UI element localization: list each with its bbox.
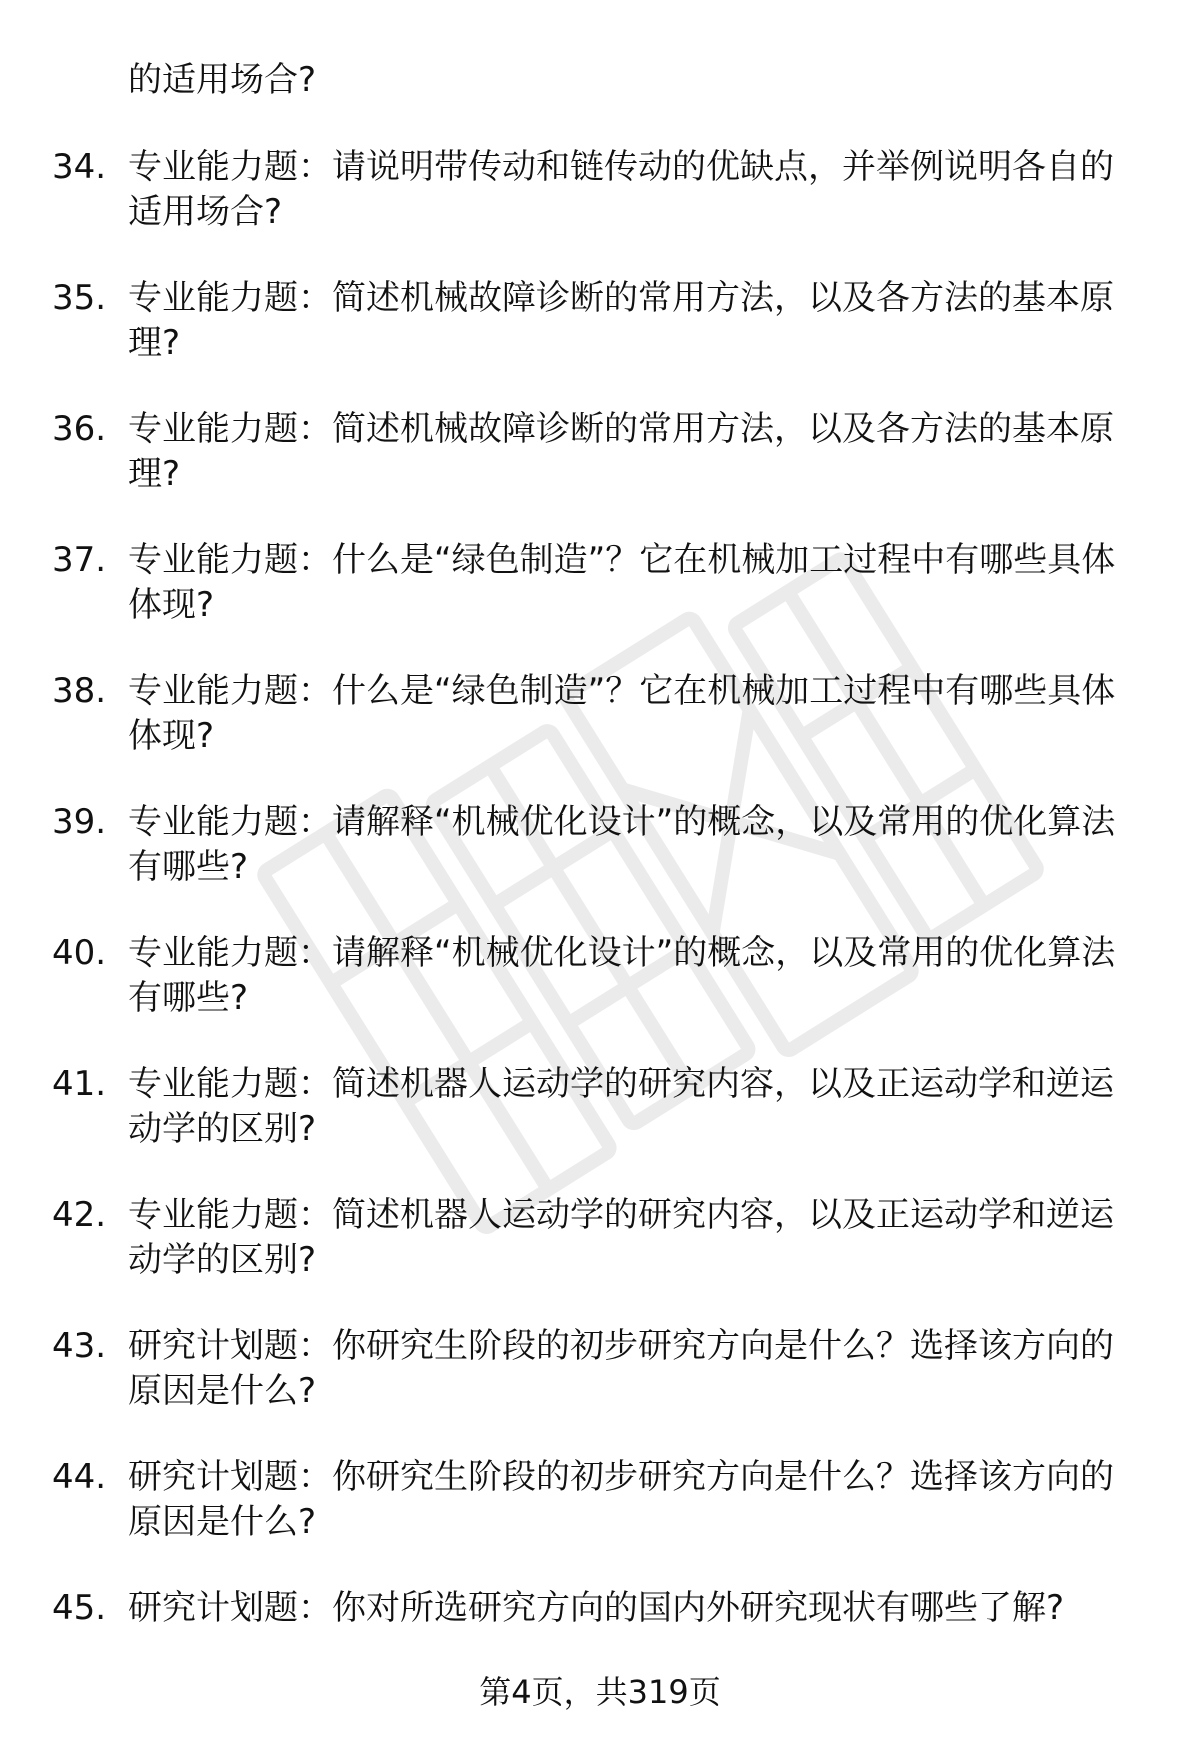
question-number: 38. <box>52 671 107 711</box>
question-number: 45. <box>52 1588 107 1628</box>
question-number: 43. <box>52 1326 107 1366</box>
question-item <box>52 931 1152 1062</box>
question-item <box>52 1455 1152 1586</box>
question-item <box>52 276 1152 407</box>
question-number: 36. <box>52 409 107 449</box>
question-number: 39. <box>52 802 107 842</box>
question-text: 专业能力题：请解释“机械优化设计”的概念，以及常用的优化算法有哪些? <box>128 933 1116 1018</box>
question-text: 专业能力题：什么是“绿色制造”？它在机械加工过程中有哪些具体体现? <box>128 540 1116 625</box>
question-item <box>52 800 1152 931</box>
question-item <box>52 145 1152 276</box>
question-text: 专业能力题：请说明带传动和链传动的优缺点，并举例说明各自的适用场合? <box>128 147 1114 232</box>
question-list <box>52 145 1152 1717</box>
question-number: 34. <box>52 147 107 187</box>
question-text: 专业能力题：简述机械故障诊断的常用方法，以及各方法的基本原理? <box>128 409 1114 494</box>
question-item <box>52 538 1152 669</box>
question-number: 42. <box>52 1195 107 1235</box>
question-item <box>52 1193 1152 1324</box>
question-number: 41. <box>52 1064 107 1104</box>
question-number: 37. <box>52 540 107 580</box>
question-text: 专业能力题：请解释“机械优化设计”的概念，以及常用的优化算法有哪些? <box>128 802 1116 887</box>
question-number: 35. <box>52 278 107 318</box>
question-text: 研究计划题：你对所选研究方向的国内外研究现状有哪些了解? <box>128 1588 1065 1628</box>
question-item <box>52 669 1152 800</box>
question-item <box>52 1062 1152 1193</box>
question-text: 研究计划题：你研究生阶段的初步研究方向是什么？选择该方向的原因是什么? <box>128 1326 1114 1411</box>
question-number: 40. <box>52 933 107 973</box>
question-item <box>52 1324 1152 1455</box>
continued-question-text: 的适用场合? <box>128 60 317 100</box>
question-text: 研究计划题：你研究生阶段的初步研究方向是什么？选择该方向的原因是什么? <box>128 1457 1114 1542</box>
question-item <box>52 407 1152 538</box>
question-text: 专业能力题：简述机械故障诊断的常用方法，以及各方法的基本原理? <box>128 278 1114 363</box>
question-text: 专业能力题：简述机器人运动学的研究内容，以及正运动学和逆运动学的区别? <box>128 1195 1114 1280</box>
question-text: 专业能力题：什么是“绿色制造”？它在机械加工过程中有哪些具体体现? <box>128 671 1116 756</box>
question-number: 44. <box>52 1457 107 1497</box>
question-text: 专业能力题：简述机器人运动学的研究内容，以及正运动学和逆运动学的区别? <box>128 1064 1114 1149</box>
page-footer-page-number: 第4页，共319页 <box>479 1673 721 1711</box>
